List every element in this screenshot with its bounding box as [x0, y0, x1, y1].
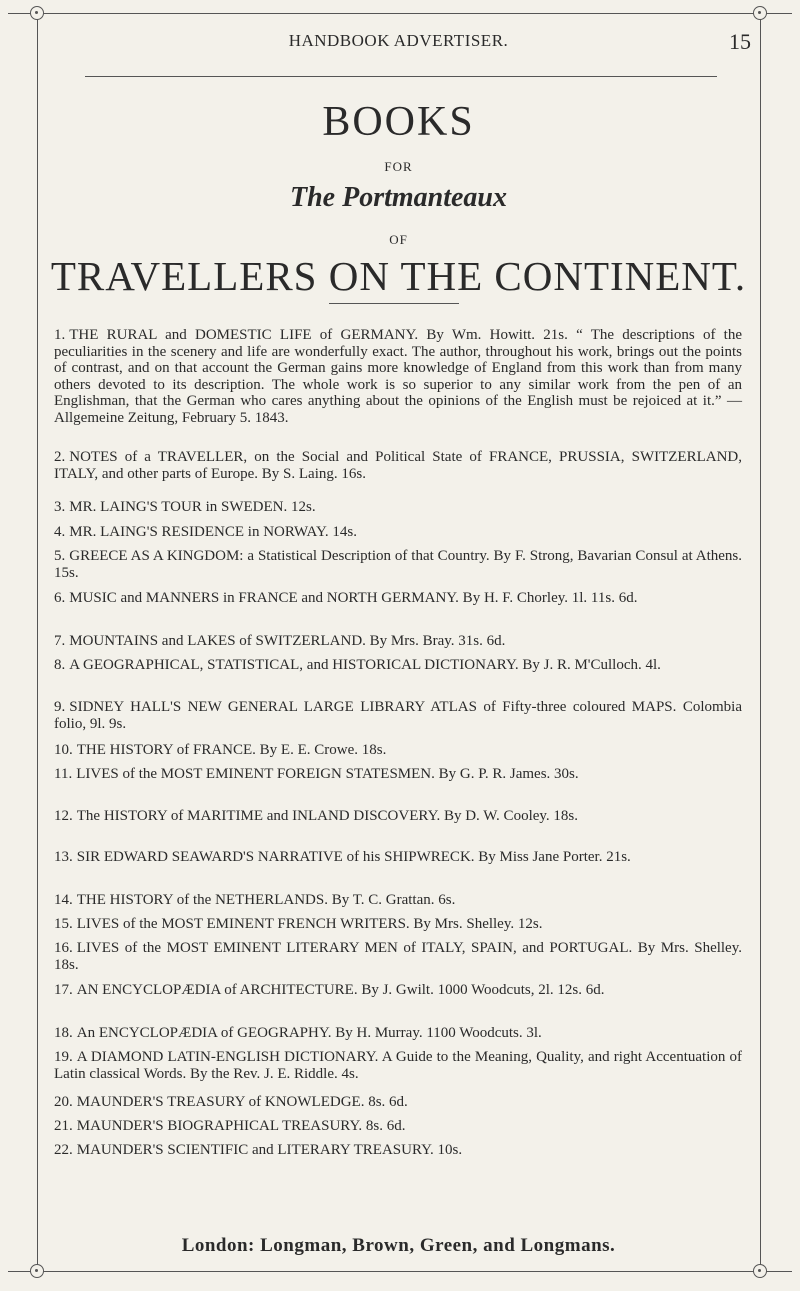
corner-ornament-icon — [30, 1264, 44, 1278]
book-entry: 9. SIDNEY HALL'S NEW GENERAL LARGE LIBRARY ATLAS of Fifty-three coloured MAPS. Colombia folio, 9l. 9s. — [54, 699, 742, 732]
frame-right-rule — [760, 13, 761, 1271]
frame-left-rule — [37, 13, 38, 1271]
book-entry: 8. A GEOGRAPHICAL, STATISTICAL, and HISTORICAL DICTIONARY. By J. R. M'Culloch. 4l. — [54, 657, 661, 673]
publisher-imprint: London: Longman, Brown, Green, and Longmans. — [181, 1235, 616, 1256]
page-number: 15 — [729, 29, 751, 54]
book-entry: 15. LIVES of the MOST EMINENT FRENCH WRITERS. By Mrs. Shelley. 12s. — [54, 916, 543, 932]
title-rule — [329, 303, 459, 304]
page-header — [40, 31, 757, 53]
book-entry: 13. SIR EDWARD SEAWARD'S NARRATIVE of his SHIPWRECK. By Miss Jane Porter. 21s. — [54, 849, 631, 865]
book-entry: 20. MAUNDER'S TREASURY of KNOWLEDGE. 8s. 6d. — [54, 1094, 408, 1110]
book-entry: 1. THE RURAL and DOMESTIC LIFE of GERMANY. By Wm. Howitt. 21s. “ The descriptions of the peculiarities in the scenery and life are wonderfully exact. The author, throughout his work, brings out the points of contrast, and on that account the German gains more knowledge of England from this work than from many others devoted to its description. The whole work is so superior to any similar work from the pen of an Englishman, that the German who cares anything about the opinions of the English must be rejoiced at it.” — Allgemeine Zeitung, February 5. 1843. — [54, 327, 742, 426]
book-entry: 2. NOTES of a TRAVELLER, on the Social and Political State of FRANCE, PRUSSIA, SWITZERLAND, ITALY, and other parts of Europe. By S. Laing. 16s. — [54, 449, 742, 482]
book-entry: 10. THE HISTORY of FRANCE. By E. E. Crowe. 18s. — [54, 742, 387, 758]
title-main: TRAVELLERS ON THE CONTINENT. — [50, 253, 747, 299]
book-entry: 12. The HISTORY of MARITIME and INLAND DISCOVERY. By D. W. Cooley. 18s. — [54, 808, 579, 824]
title-for: FOR — [384, 159, 413, 174]
title-script-line: The Portmanteaux — [289, 182, 507, 213]
book-entry: 19. A DIAMOND LATIN-ENGLISH DICTIONARY. A Guide to the Meaning, Quality, and right Accentuation of Latin classical Words. By the Rev. J. E. Riddle. 4s. — [54, 1049, 742, 1082]
frame-top-rule — [8, 13, 792, 14]
corner-ornament-icon — [753, 6, 767, 20]
title-books: BOOKS — [322, 99, 475, 145]
book-entry: 3. MR. LAING'S TOUR in SWEDEN. 12s. — [54, 499, 316, 515]
corner-ornament-icon — [30, 6, 44, 20]
book-entry: 21. MAUNDER'S BIOGRAPHICAL TREASURY. 8s. 6d. — [54, 1118, 406, 1134]
corner-ornament-icon — [753, 1264, 767, 1278]
book-entry: 5. GREECE AS A KINGDOM: a Statistical Description of that Country. By F. Strong, Bavarian Consul at Athens. 15s. — [54, 548, 742, 581]
book-entry: 22. MAUNDER'S SCIENTIFIC and LITERARY TREASURY. 10s. — [54, 1142, 463, 1158]
book-entry: 18. An ENCYCLOPÆDIA of GEOGRAPHY. By H. Murray. 1100 Woodcuts. 3l. — [54, 1025, 542, 1041]
book-entry: 7. MOUNTAINS and LAKES of SWITZERLAND. By Mrs. Bray. 31s. 6d. — [54, 633, 506, 649]
book-entry: 17. AN ENCYCLOPÆDIA of ARCHITECTURE. By J. Gwilt. 1000 Woodcuts, 2l. 12s. 6d. — [54, 982, 605, 998]
running-title: HANDBOOK ADVERTISER. — [288, 31, 509, 50]
book-entry: 14. THE HISTORY of the NETHERLANDS. By T. C. Grattan. 6s. — [54, 892, 456, 908]
title-of: OF — [389, 232, 408, 247]
book-entry: 16. LIVES of the MOST EMINENT LITERARY MEN of ITALY, SPAIN, and PORTUGAL. By Mrs. Shelley. 18s. — [54, 940, 742, 973]
book-entry: 4. MR. LAING'S RESIDENCE in NORWAY. 14s. — [54, 524, 357, 540]
book-entry: 6. MUSIC and MANNERS in FRANCE and NORTH GERMANY. By H. F. Chorley. 1l. 11s. 6d. — [54, 590, 638, 606]
book-entry: 11. LIVES of the MOST EMINENT FOREIGN STATESMEN. By G. P. R. James. 30s. — [54, 766, 579, 782]
header-rule — [85, 76, 717, 77]
frame-bottom-rule — [8, 1271, 792, 1272]
